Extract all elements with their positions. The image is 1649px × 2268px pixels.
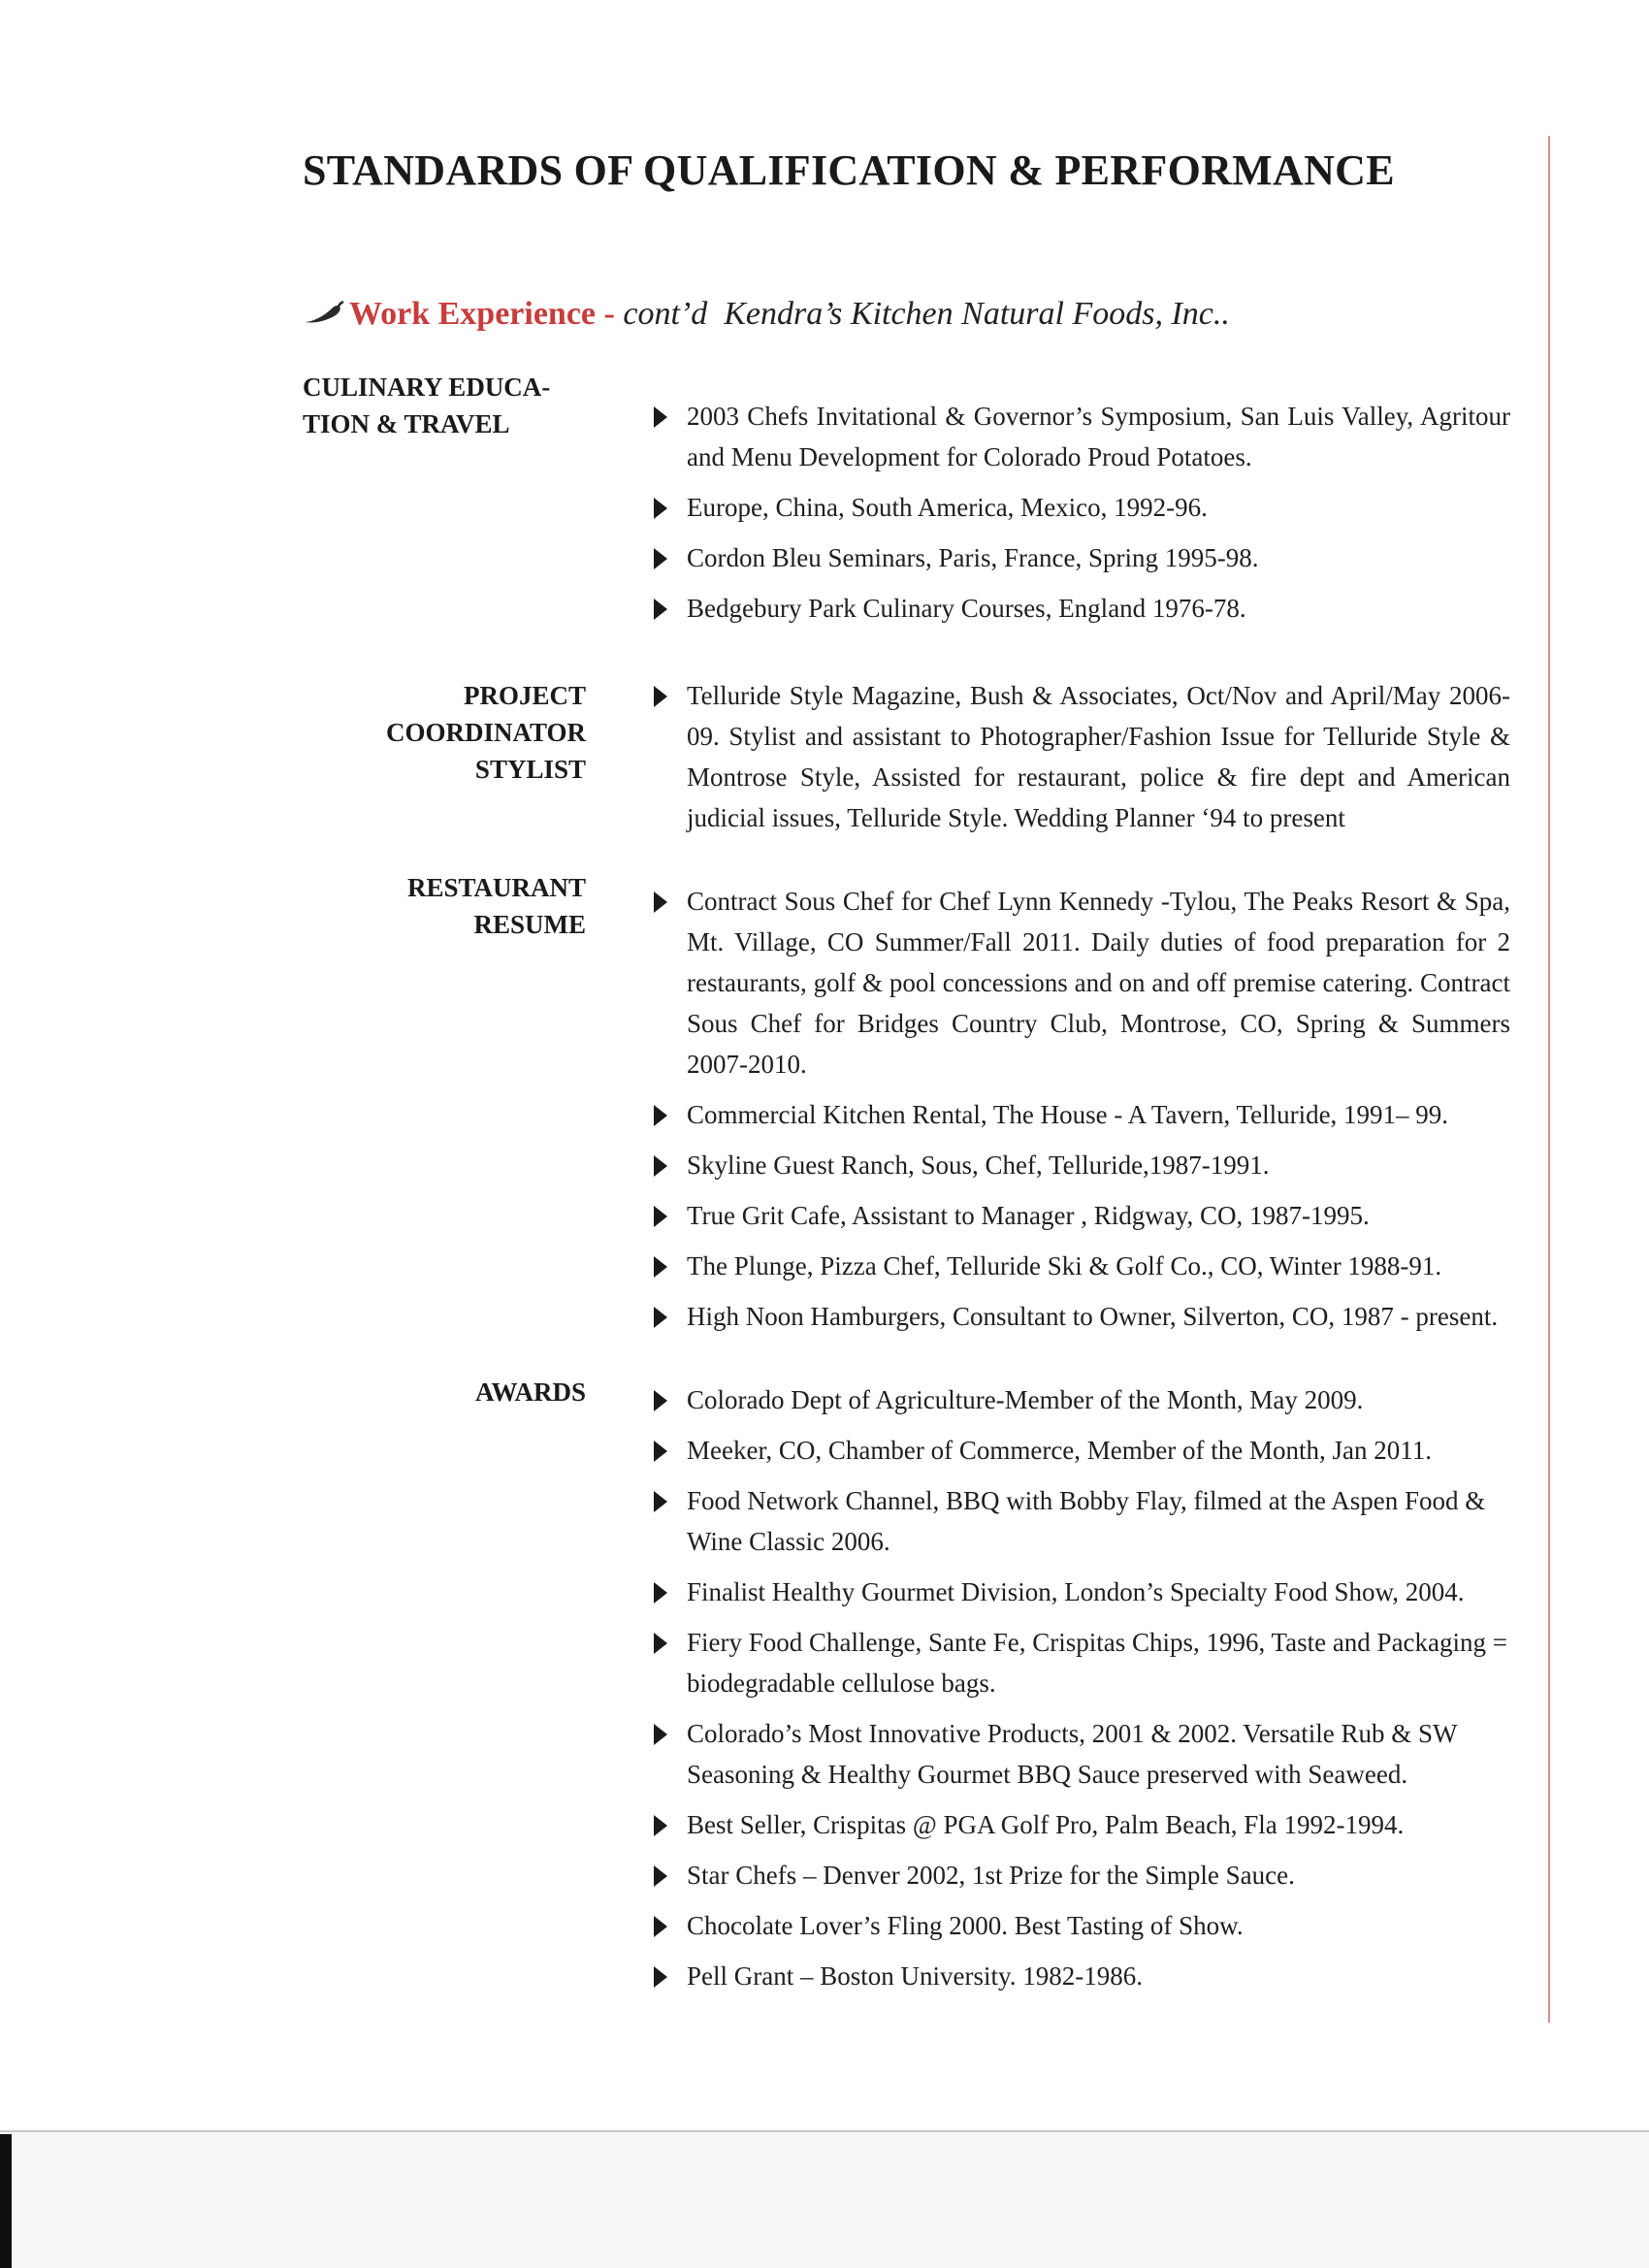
list-item: Finalist Healthy Gourmet Division, London’s Specialty Food Show, 2004. <box>652 1571 1510 1612</box>
heading-dash: - <box>596 296 624 332</box>
triangle-bullet-icon <box>654 1206 667 1227</box>
triangle-bullet-icon <box>654 1582 667 1604</box>
triangle-bullet-icon <box>654 686 667 707</box>
triangle-bullet-icon <box>654 1916 667 1937</box>
list-item: High Noon Hamburgers, Consultant to Owner, Silverton, CO, 1987 - present. <box>652 1296 1510 1337</box>
triangle-bullet-icon <box>654 498 667 519</box>
restaurant-label-line1: RESTAURANT <box>406 873 586 902</box>
project-label-line2: COORDINATOR <box>385 718 586 747</box>
list-item: Skyline Guest Ranch, Sous, Chef, Telluride,1987-1991. <box>652 1145 1510 1185</box>
list-item: Meeker, CO, Chamber of Commerce, Member of the Month, Jan 2011. <box>652 1430 1510 1471</box>
culinary-label-line2: TION & TRAVEL <box>303 409 510 438</box>
triangle-bullet-icon <box>654 1390 667 1411</box>
triangle-bullet-icon <box>654 891 667 913</box>
employer-name: cont’d Kendra’s Kitchen Natural Foods, Inc.. <box>623 296 1230 332</box>
page-title: STANDARDS OF QUALIFICATION & PERFORMANCE <box>303 146 1395 194</box>
triangle-bullet-icon <box>654 406 667 428</box>
list-item: Colorado Dept of Agriculture-Member of the Month, May 2009. <box>652 1379 1510 1420</box>
list-item: Cordon Bleu Seminars, Paris, France, Spring 1995-98. <box>652 537 1510 578</box>
triangle-bullet-icon <box>654 1815 667 1836</box>
restaurant-label-line2: RESUME <box>473 910 586 939</box>
culinary-list <box>652 396 1510 638</box>
triangle-bullet-icon <box>654 1966 667 1988</box>
scan-bottom-margin <box>0 2132 1649 2268</box>
project-label-line1: PROJECT <box>463 681 586 710</box>
section-subheading <box>303 296 1230 335</box>
list-item: Best Seller, Crispitas @ PGA Golf Pro, Palm Beach, Fla 1992-1994. <box>652 1804 1510 1845</box>
project-label <box>386 677 586 788</box>
triangle-bullet-icon <box>654 1491 667 1512</box>
work-experience-heading: Work Experience <box>349 296 597 332</box>
list-item: Pell Grant – Boston University. 1982-1986. <box>652 1956 1510 1996</box>
culinary-label-line1: CULINARY EDUCA- <box>303 373 551 402</box>
awards-label-line1: AWARDS <box>474 1377 586 1407</box>
triangle-bullet-icon <box>654 1724 667 1745</box>
triangle-bullet-icon <box>654 1256 667 1278</box>
list-item: Europe, China, South America, Mexico, 1992-96. <box>652 487 1510 528</box>
list-item: Commercial Kitchen Rental, The House - A Tavern, Telluride, 1991– 99. <box>652 1094 1510 1135</box>
awards-label <box>475 1374 586 1410</box>
list-item: Star Chefs – Denver 2002, 1st Prize for the Simple Sauce. <box>652 1855 1510 1895</box>
list-item: Food Network Channel, BBQ with Bobby Flay, filmed at the Aspen Food & Wine Classic 2006. <box>652 1480 1510 1562</box>
triangle-bullet-icon <box>654 1105 667 1126</box>
list-item: Colorado’s Most Innovative Products, 2001 & 2002. Versatile Rub & SW Seasoning & Healthy Gourmet BBQ Sauce preserved with Seaweed. <box>652 1713 1510 1795</box>
triangle-bullet-icon <box>654 1307 667 1328</box>
list-item: 2003 Chefs Invitational & Governor’s Symposium, San Luis Valley, Agritour and Menu Development for Colorado Proud Potatoes. <box>652 396 1510 477</box>
triangle-bullet-icon <box>654 1865 667 1887</box>
triangle-bullet-icon <box>654 1441 667 1462</box>
scan-left-edge <box>0 2134 12 2268</box>
triangle-bullet-icon <box>654 599 667 620</box>
triangle-bullet-icon <box>654 548 667 569</box>
list-item: Chocolate Lover’s Fling 2000. Best Tasting of Show. <box>652 1905 1510 1946</box>
page-margin-line <box>1548 136 1550 2023</box>
triangle-bullet-icon <box>654 1633 667 1654</box>
list-item: Bedgebury Park Culinary Courses, England 1976-78. <box>652 588 1510 629</box>
list-item: Fiery Food Challenge, Sante Fe, Crispitas Chips, 1996, Taste and Packaging = biodegradable cellulose bags. <box>652 1622 1510 1703</box>
list-item: Telluride Style Magazine, Bush & Associates, Oct/Nov and April/May 2006-09. Stylist and assistant to Photographer/Fashion Issue for Telluride Style & Montrose Style, Assisted for restaurant, police & fire dept and American judicial issues, Telluride Style. Wedding Planner ‘94 to present <box>652 675 1510 838</box>
restaurant-label <box>407 869 586 943</box>
project-label-line3: STYLIST <box>474 755 586 784</box>
list-item: The Plunge, Pizza Chef, Telluride Ski & Golf Co., CO, Winter 1988-91. <box>652 1246 1510 1286</box>
triangle-bullet-icon <box>654 1155 667 1177</box>
culinary-label <box>303 369 550 442</box>
awards-list <box>652 1379 1510 2006</box>
restaurant-list <box>652 881 1510 1346</box>
list-item: Contract Sous Chef for Chef Lynn Kennedy -Tylou, The Peaks Resort & Spa, Mt. Village, CO Summer/Fall 2011. Daily duties of food preparation for 2 restaurants, golf & pool concessions and on and off premise catering. Contract Sous Chef for Bridges Country Club, Montrose, CO, Spring & Summers 2007-2010. <box>652 881 1510 1085</box>
chili-pepper-icon <box>303 298 345 335</box>
project-list <box>652 675 1510 848</box>
list-item: True Grit Cafe, Assistant to Manager , Ridgway, CO, 1987-1995. <box>652 1195 1510 1236</box>
